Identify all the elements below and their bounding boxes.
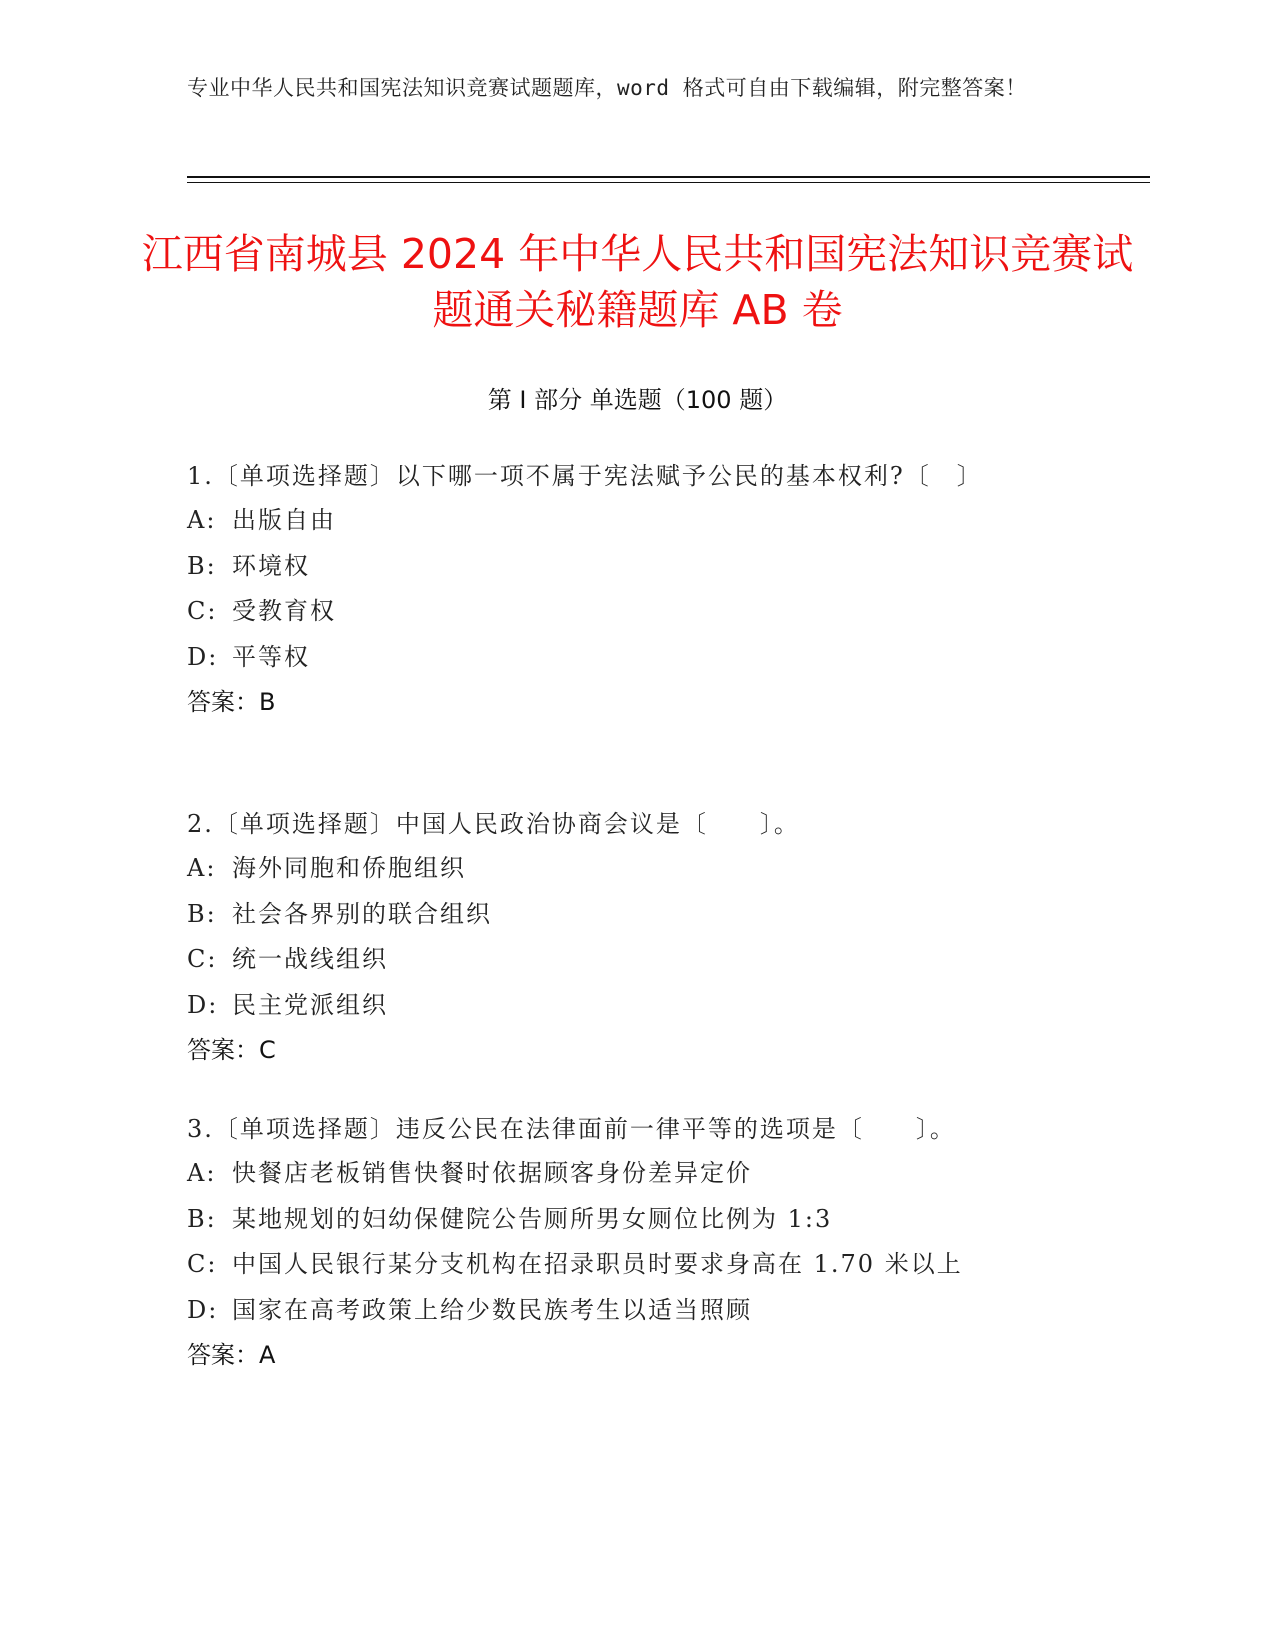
option-a (187, 498, 1087, 544)
option-letter: C: (187, 1250, 218, 1278)
option-letter: D: (187, 642, 219, 671)
section-title: 第 I 部分 单选题（100 题） (487, 386, 788, 414)
option-letter: D: (187, 990, 219, 1019)
option-c (187, 1242, 1127, 1288)
option-d (187, 1288, 1127, 1334)
option-letter: A: (187, 506, 217, 534)
option-c (187, 589, 1087, 635)
option-text: 国家在高考政策上给少数民族考生以适当照顾 (232, 1295, 752, 1324)
option-text: 某地规划的妇幼保健院公告厕所男女厕位比例为 1:3 (232, 1204, 833, 1233)
option-text: 受教育权 (232, 597, 336, 625)
option-c (187, 937, 1087, 983)
option-text: 中国人民银行某分支机构在招录职员时要求身高在 1.70 米以上 (232, 1250, 963, 1278)
question-stem: 3.〔单项选择题〕违反公民在法律面前一律平等的选项是〔 〕。 (187, 1115, 956, 1143)
option-letter: C: (187, 945, 218, 973)
option-text: 出版自由 (232, 506, 336, 534)
option-text: 社会各界别的联合组织 (232, 899, 492, 928)
option-text: 海外同胞和侨胞组织 (232, 854, 466, 882)
option-d (187, 635, 1087, 681)
option-text: 快餐店老板销售快餐时依据顾客身份差异定价 (232, 1159, 752, 1187)
header-rule-thick (187, 176, 1150, 178)
answer-line: 答案：A (187, 1341, 276, 1369)
answer-line: 答案：C (187, 1036, 276, 1064)
document-title: 江西省南城县 2024 年中华人民共和国宪法知识竞赛试题通关秘籍题库 AB 卷 (141, 230, 1134, 334)
option-letter: B: (187, 1204, 217, 1233)
header-note: 专业中华人民共和国宪法知识竞赛试题题库，word 格式可自由下载编辑，附完整答案！ (187, 76, 1027, 100)
option-letter: A: (187, 854, 217, 882)
option-text: 平等权 (232, 642, 310, 671)
option-text: 民主党派组织 (232, 990, 388, 1019)
option-a (187, 1151, 1127, 1197)
option-a (187, 846, 1087, 892)
question-1 (187, 455, 1087, 726)
option-b (187, 1197, 1127, 1243)
option-letter: B: (187, 899, 217, 928)
option-d (187, 983, 1087, 1029)
option-letter: B: (187, 551, 217, 580)
option-text: 环境权 (232, 551, 310, 580)
option-text: 统一战线组织 (232, 945, 388, 973)
option-letter: D: (187, 1295, 219, 1324)
question-3 (187, 1108, 1127, 1379)
option-b (187, 892, 1087, 938)
question-stem: 2.〔单项选择题〕中国人民政治协商会议是〔 〕。 (187, 810, 800, 838)
option-letter: A: (187, 1159, 217, 1187)
option-b (187, 544, 1087, 590)
answer-line: 答案：B (187, 688, 276, 716)
header-rule-thin (187, 182, 1150, 183)
question-2 (187, 803, 1087, 1074)
option-letter: C: (187, 597, 218, 625)
question-stem: 1.〔单项选择题〕以下哪一项不属于宪法赋予公民的基本权利?〔 〕 (187, 462, 983, 490)
